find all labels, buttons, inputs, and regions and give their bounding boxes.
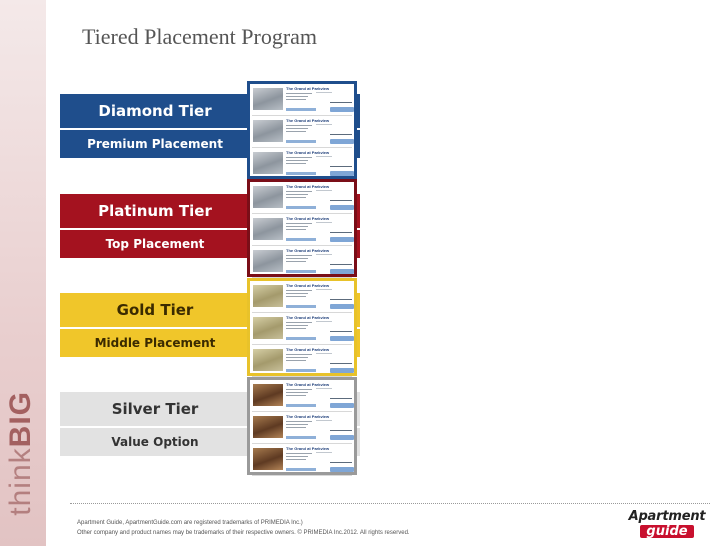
- listing-photo: [253, 152, 283, 174]
- listing-name: The Grand at Parkview: [286, 150, 330, 155]
- specials-link: [286, 140, 316, 143]
- listing-photo: [253, 416, 283, 438]
- specials-link: [286, 172, 316, 175]
- footer-legal: [77, 518, 597, 538]
- specials-link: [286, 436, 316, 439]
- specials-link: [286, 369, 316, 372]
- platinum-listing-stack: [247, 179, 357, 277]
- listing-name: The Grand at Parkview: [286, 216, 330, 221]
- listing-card: [252, 183, 352, 214]
- listing-button: [330, 205, 354, 210]
- tier-name: Silver Tier: [111, 400, 199, 418]
- listing-button: [330, 171, 354, 176]
- tier-placement: Top Placement: [105, 237, 205, 251]
- listing-button: [330, 336, 354, 341]
- listing-name: The Grand at Parkview: [286, 184, 330, 189]
- tier-placement: Value Option: [111, 435, 199, 449]
- silver-listing-stack: [247, 377, 357, 475]
- logo-word-apartment: Apartment: [628, 509, 706, 524]
- specials-link: [286, 305, 316, 308]
- tier-graphic: [52, 74, 371, 476]
- listing-name: The Grand at Parkview: [286, 414, 330, 419]
- listing-name: The Grand at Parkview: [286, 86, 330, 91]
- listing-card: [252, 381, 352, 412]
- listing-card: [252, 346, 352, 377]
- specials-link: [286, 404, 316, 407]
- listing-photo: [253, 384, 283, 406]
- tier-placement: Middle Placement: [94, 336, 216, 350]
- listing-button: [330, 107, 354, 112]
- listing-card: [252, 149, 352, 180]
- listing-photo: [253, 349, 283, 371]
- listing-photo: [253, 285, 283, 307]
- ghost-text-pattern: [6, 10, 40, 310]
- listing-button: [330, 467, 354, 472]
- listing-name: The Grand at Parkview: [286, 315, 330, 320]
- listing-card: [252, 282, 352, 313]
- listing-button: [330, 269, 354, 274]
- think-label: think: [4, 447, 37, 516]
- listing-name: The Grand at Parkview: [286, 118, 330, 123]
- listing-photo: [253, 218, 283, 240]
- specials-link: [286, 108, 316, 111]
- footer-line-2: Other company and product names may be trademarks of their respective owners. © PRIMEDIA Inc.2012. All rights reserved.: [77, 530, 410, 536]
- big-label: BIG: [4, 391, 37, 448]
- tier-placement: Premium Placement: [87, 137, 223, 151]
- listing-name: The Grand at Parkview: [286, 283, 330, 288]
- listing-name: The Grand at Parkview: [286, 382, 330, 387]
- listing-photo: [253, 120, 283, 142]
- diamond-listing-stack: [247, 81, 357, 179]
- listing-card: [252, 445, 352, 476]
- tier-name: Gold Tier: [116, 301, 194, 319]
- listing-name: The Grand at Parkview: [286, 248, 330, 253]
- listing-button: [330, 368, 354, 373]
- apartment-guide-logo: [624, 510, 710, 540]
- listing-button: [330, 237, 354, 242]
- listing-card: [252, 413, 352, 444]
- listing-photo: [253, 448, 283, 470]
- listing-photo: [253, 88, 283, 110]
- listing-button: [330, 435, 354, 440]
- listing-card: [252, 314, 352, 345]
- footer-line-1: Apartment Guide, ApartmentGuide.com are registered trademarks of PRIMEDIA Inc.): [77, 520, 303, 526]
- listing-photo: [253, 250, 283, 272]
- specials-link: [286, 238, 316, 241]
- slide-title: Tiered Placement Program: [82, 24, 318, 49]
- listing-card: [252, 85, 352, 116]
- footer-divider: [70, 503, 710, 504]
- listing-name: The Grand at Parkview: [286, 446, 330, 451]
- listing-button: [330, 403, 354, 408]
- listing-card: [252, 247, 352, 278]
- listing-card: [252, 117, 352, 148]
- listing-photo: [253, 317, 283, 339]
- specials-link: [286, 206, 316, 209]
- think-big-logo: [4, 391, 38, 516]
- listing-button: [330, 139, 354, 144]
- listing-photo: [253, 186, 283, 208]
- listing-button: [330, 304, 354, 309]
- tier-name: Platinum Tier: [98, 202, 212, 220]
- specials-link: [286, 337, 316, 340]
- tier-name: Diamond Tier: [98, 102, 212, 120]
- specials-link: [286, 468, 316, 471]
- gold-listing-stack: [247, 278, 357, 376]
- listing-name: The Grand at Parkview: [286, 347, 330, 352]
- side-decoration-strip: [0, 0, 46, 546]
- logo-word-guide: guide: [640, 525, 693, 538]
- listing-card: [252, 215, 352, 246]
- specials-link: [286, 270, 316, 273]
